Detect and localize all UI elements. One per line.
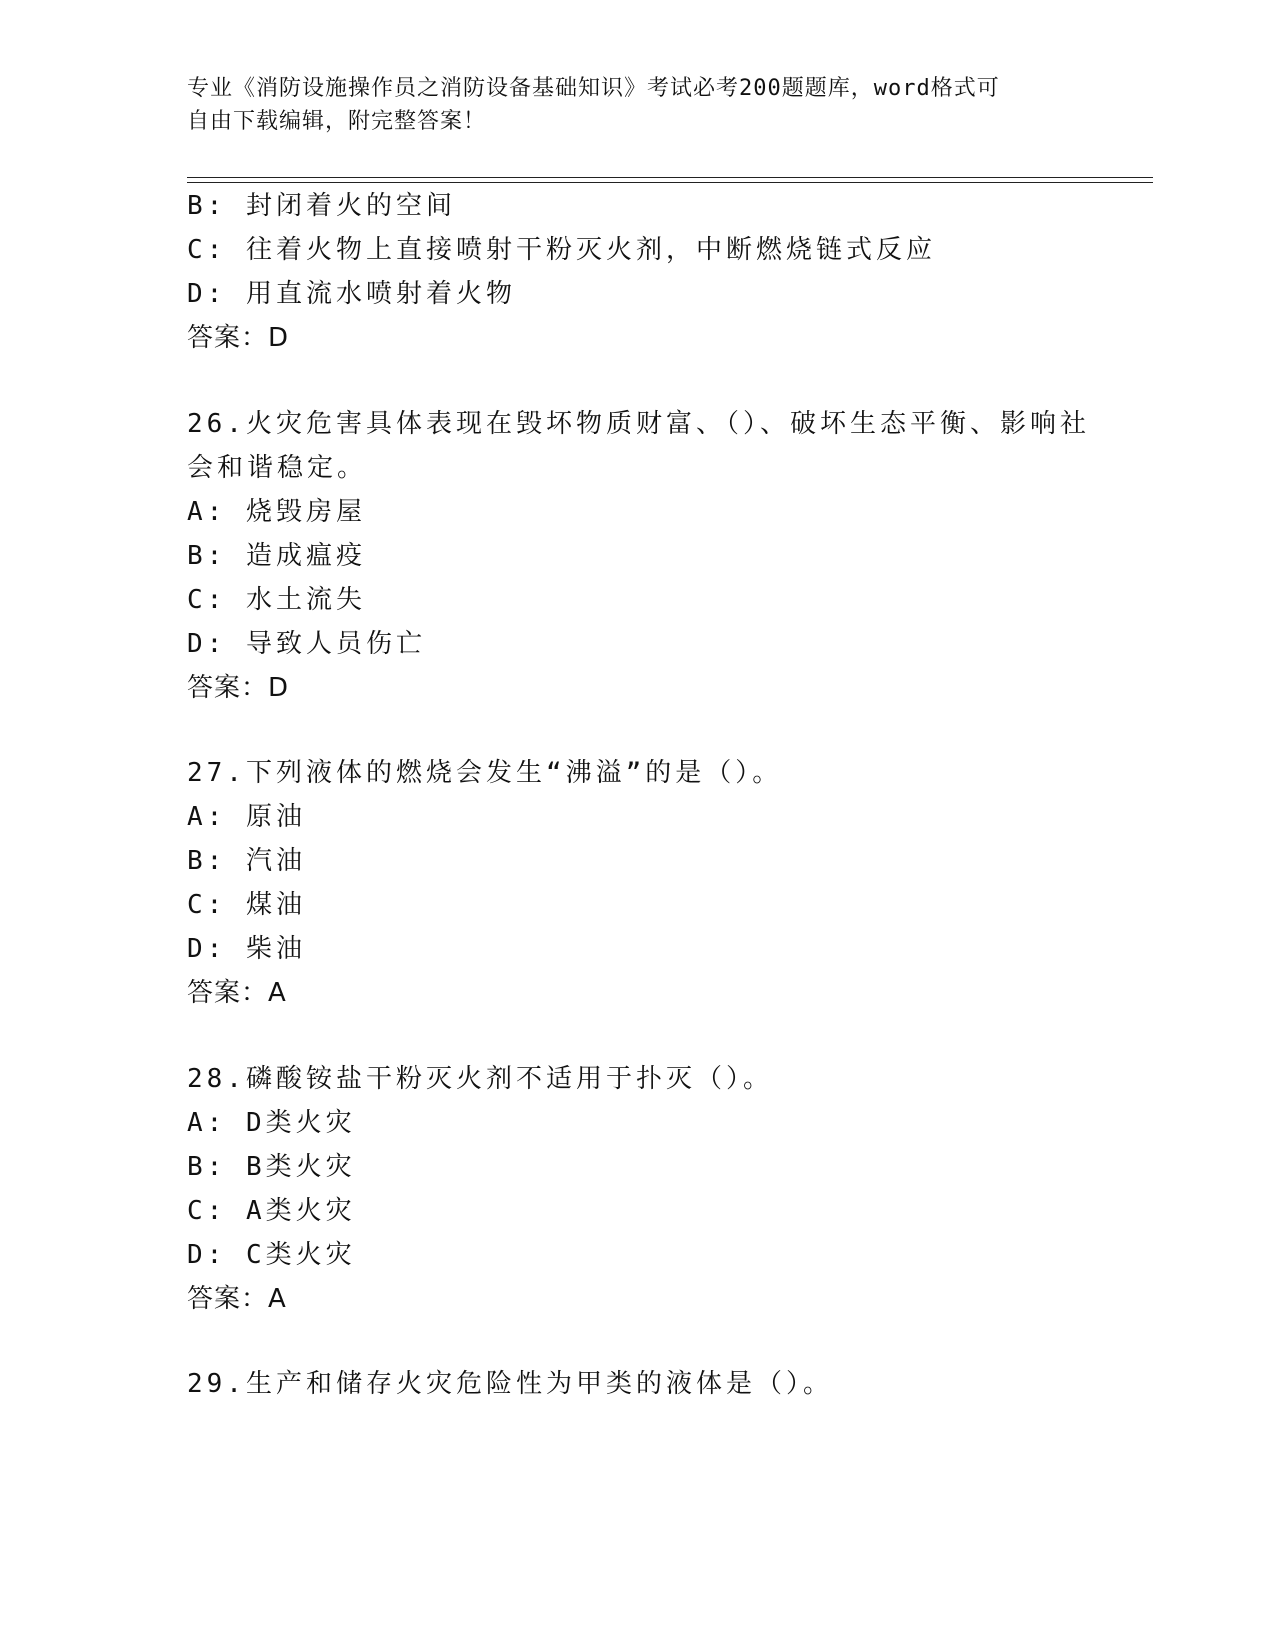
q27-stem: 27.下列液体的燃烧会发生“沸溢”的是（）。: [187, 758, 783, 788]
q26-option-c: C: 水土流失: [187, 585, 366, 615]
q28-option-c: C: A类火灾: [187, 1196, 356, 1226]
q26-stem-line-2: 会和谐稳定。: [187, 453, 368, 483]
q25-answer: 答案：D: [187, 323, 290, 353]
q28-option-a: A: D类火灾: [187, 1108, 356, 1138]
q25-option-c: C: 往着火物上直接喷射干粉灭火剂，中断燃烧链式反应: [187, 235, 936, 265]
q28-answer: 答案：A: [187, 1284, 287, 1314]
q26-option-d: D: 导致人员伤亡: [187, 629, 426, 659]
q27-option-d: D: 柴油: [187, 934, 306, 964]
header-rule-top: [187, 177, 1153, 178]
q26-option-b: B: 造成瘟疫: [187, 541, 366, 571]
document-header: [187, 72, 1067, 138]
header-line-2: 自由下载编辑，附完整答案！: [187, 109, 487, 134]
q25-option-d: D: 用直流水喷射着火物: [187, 279, 516, 309]
q28-option-d: D: C类火灾: [187, 1240, 356, 1270]
q27-option-c: C: 煤油: [187, 890, 306, 920]
q26-answer: 答案：D: [187, 673, 290, 703]
q25-option-b: B: 封闭着火的空间: [187, 191, 456, 221]
header-rule-bottom: [187, 182, 1153, 183]
q26-stem-line-1: 26.火灾危害具体表现在毁坏物质财富、（）、破坏生态平衡、影响社: [187, 409, 1090, 439]
q27-option-b: B: 汽油: [187, 846, 306, 876]
q27-answer: 答案：A: [187, 978, 287, 1008]
q29-stem: 29.生产和储存火灾危险性为甲类的液体是（）。: [187, 1369, 833, 1399]
q27-option-a: A: 原油: [187, 802, 306, 832]
q28-stem: 28.磷酸铵盐干粉灭火剂不适用于扑灭（）。: [187, 1064, 773, 1094]
q26-option-a: A: 烧毁房屋: [187, 497, 366, 527]
header-line-1: 专业《消防设施操作员之消防设备基础知识》考试必考200题题库，word格式可: [187, 76, 1000, 101]
q28-option-b: B: B类火灾: [187, 1152, 356, 1182]
